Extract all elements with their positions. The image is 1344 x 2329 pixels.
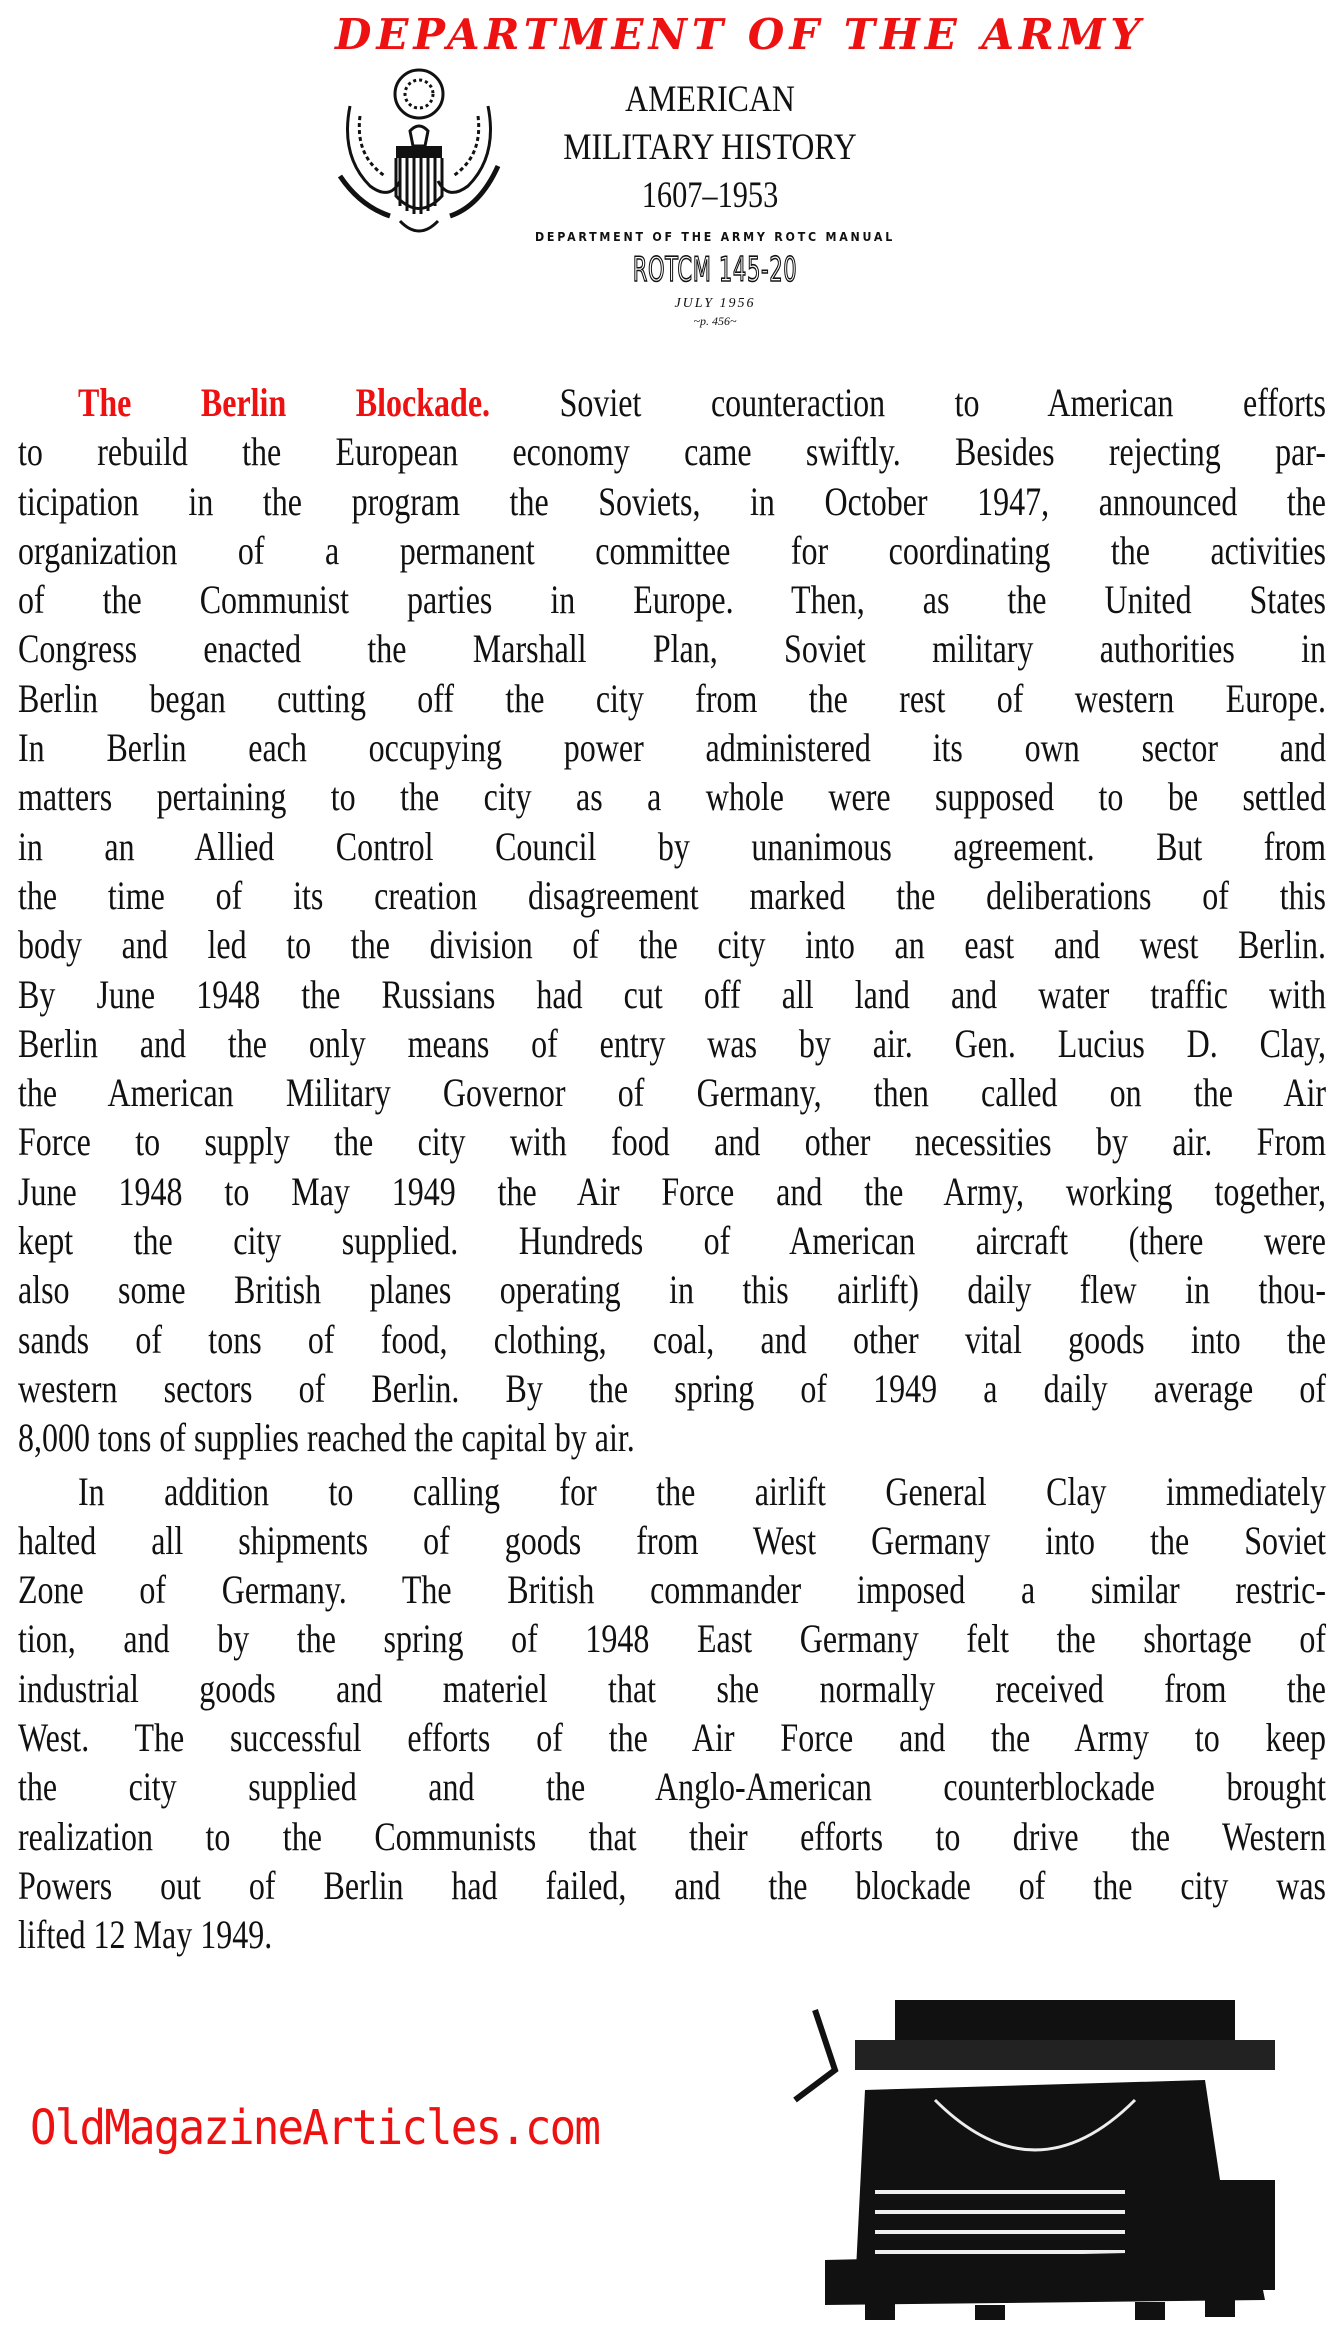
paragraph-line: the American Military Governor of Germany, then called on the Air xyxy=(18,1070,1326,1116)
site-watermark: OldMagazineArticles.com xyxy=(30,2100,600,2156)
paragraph-line: in an Allied Control Council by unanimous agreement. But from xyxy=(18,823,1326,869)
publication-date: JULY 1956 xyxy=(674,296,756,311)
paragraph-line: also some British planes operating in this airlift) daily flew in thou- xyxy=(18,1267,1326,1313)
paragraph-line: kept the city supplied. Hundreds of American aircraft (there were xyxy=(18,1218,1326,1264)
paragraph-line: lifted 12 May 1949. xyxy=(18,1912,273,1958)
paragraph-line: June 1948 to May 1949 the Air Force and the Army, working together, xyxy=(18,1168,1326,1214)
department-title: DEPARTMENT OF THE ARMY xyxy=(335,10,1146,59)
paragraph-line: organization of a permanent committee for coordinating the activities xyxy=(18,527,1326,573)
paragraph-line: ticipation in the program the Soviets, in October 1947, announced the xyxy=(18,478,1326,524)
paragraph-line: Powers out of Berlin had failed, and the blockade of the city was xyxy=(18,1862,1326,1908)
paragraph-line: The Berlin Blockade. Soviet counteraction to American efforts xyxy=(78,380,1326,425)
paragraph-line: of the Communist parties in Europe. Then, as the United States xyxy=(18,577,1326,623)
paragraph-line: Berlin and the only means of entry was by air. Gen. Lucius D. Clay, xyxy=(18,1020,1326,1066)
paragraph-line: industrial goods and materiel that she normally received from the xyxy=(18,1665,1326,1711)
section-heading: The Berlin Blockade. xyxy=(78,380,491,425)
paragraph-line: Zone of Germany. The British commander imposed a similar restric- xyxy=(18,1567,1326,1613)
paragraph-line: In addition to calling for the airlift General Clay immediately xyxy=(78,1468,1326,1514)
book-title-line1: AMERICAN xyxy=(625,79,795,120)
paragraph-line: Berlin began cutting off the city from the rest of western Europe. xyxy=(18,675,1326,721)
paragraph-line: halted all shipments of goods from West Germany into the Soviet xyxy=(18,1517,1326,1563)
book-years: 1607–1953 xyxy=(641,175,779,216)
paragraph-line: tion, and by the spring of 1948 East Germany felt the shortage of xyxy=(18,1616,1326,1662)
paragraph-line: In Berlin each occupying power administered its own sector and xyxy=(18,725,1326,771)
paragraph-line: the time of its creation disagreement marked the deliberations of this xyxy=(18,872,1326,918)
paragraph-line: West. The successful efforts of the Air Force and the Army to keep xyxy=(18,1715,1326,1761)
paragraph-line: matters pertaining to the city as a whole were supposed to be settled xyxy=(18,774,1326,820)
paragraph-line: Congress enacted the Marshall Plan, Soviet military authorities in xyxy=(18,626,1326,672)
paragraph-1 xyxy=(18,378,1326,1463)
great-seal-eagle-icon xyxy=(330,66,508,236)
paragraph-line: sands of tons of food, clothing, coal, and other vital goods into the xyxy=(18,1316,1326,1362)
paragraph-2 xyxy=(18,1467,1326,1960)
article-body xyxy=(18,378,1326,1960)
manual-number: ROTCM 145-20 xyxy=(632,250,798,290)
page-number: ~p. 456~ xyxy=(693,314,737,328)
paragraph-line: western sectors of Berlin. By the spring of 1949 a daily average of xyxy=(18,1365,1326,1411)
paragraph-line: 8,000 tons of supplies reached the capital by air. xyxy=(18,1415,635,1461)
paragraph-line: realization to the Communists that their efforts to drive the Western xyxy=(18,1813,1326,1859)
paragraph-line: the city supplied and the Anglo-American counterblockade brought xyxy=(18,1764,1326,1810)
paragraph-line: body and led to the division of the city into an east and west Berlin. xyxy=(18,922,1326,968)
paragraph-line: By June 1948 the Russians had cut off all land and water traffic with xyxy=(18,971,1326,1017)
paragraph-line: Force to supply the city with food and other necessities by air. From xyxy=(18,1119,1326,1165)
book-title-line2: MILITARY HISTORY xyxy=(563,127,857,168)
paragraph-line: to rebuild the European economy came swiftly. Besides rejecting par- xyxy=(18,429,1326,475)
manual-label: DEPARTMENT OF THE ARMY ROTC MANUAL xyxy=(535,230,895,244)
typewriter-icon xyxy=(735,1980,1325,2320)
